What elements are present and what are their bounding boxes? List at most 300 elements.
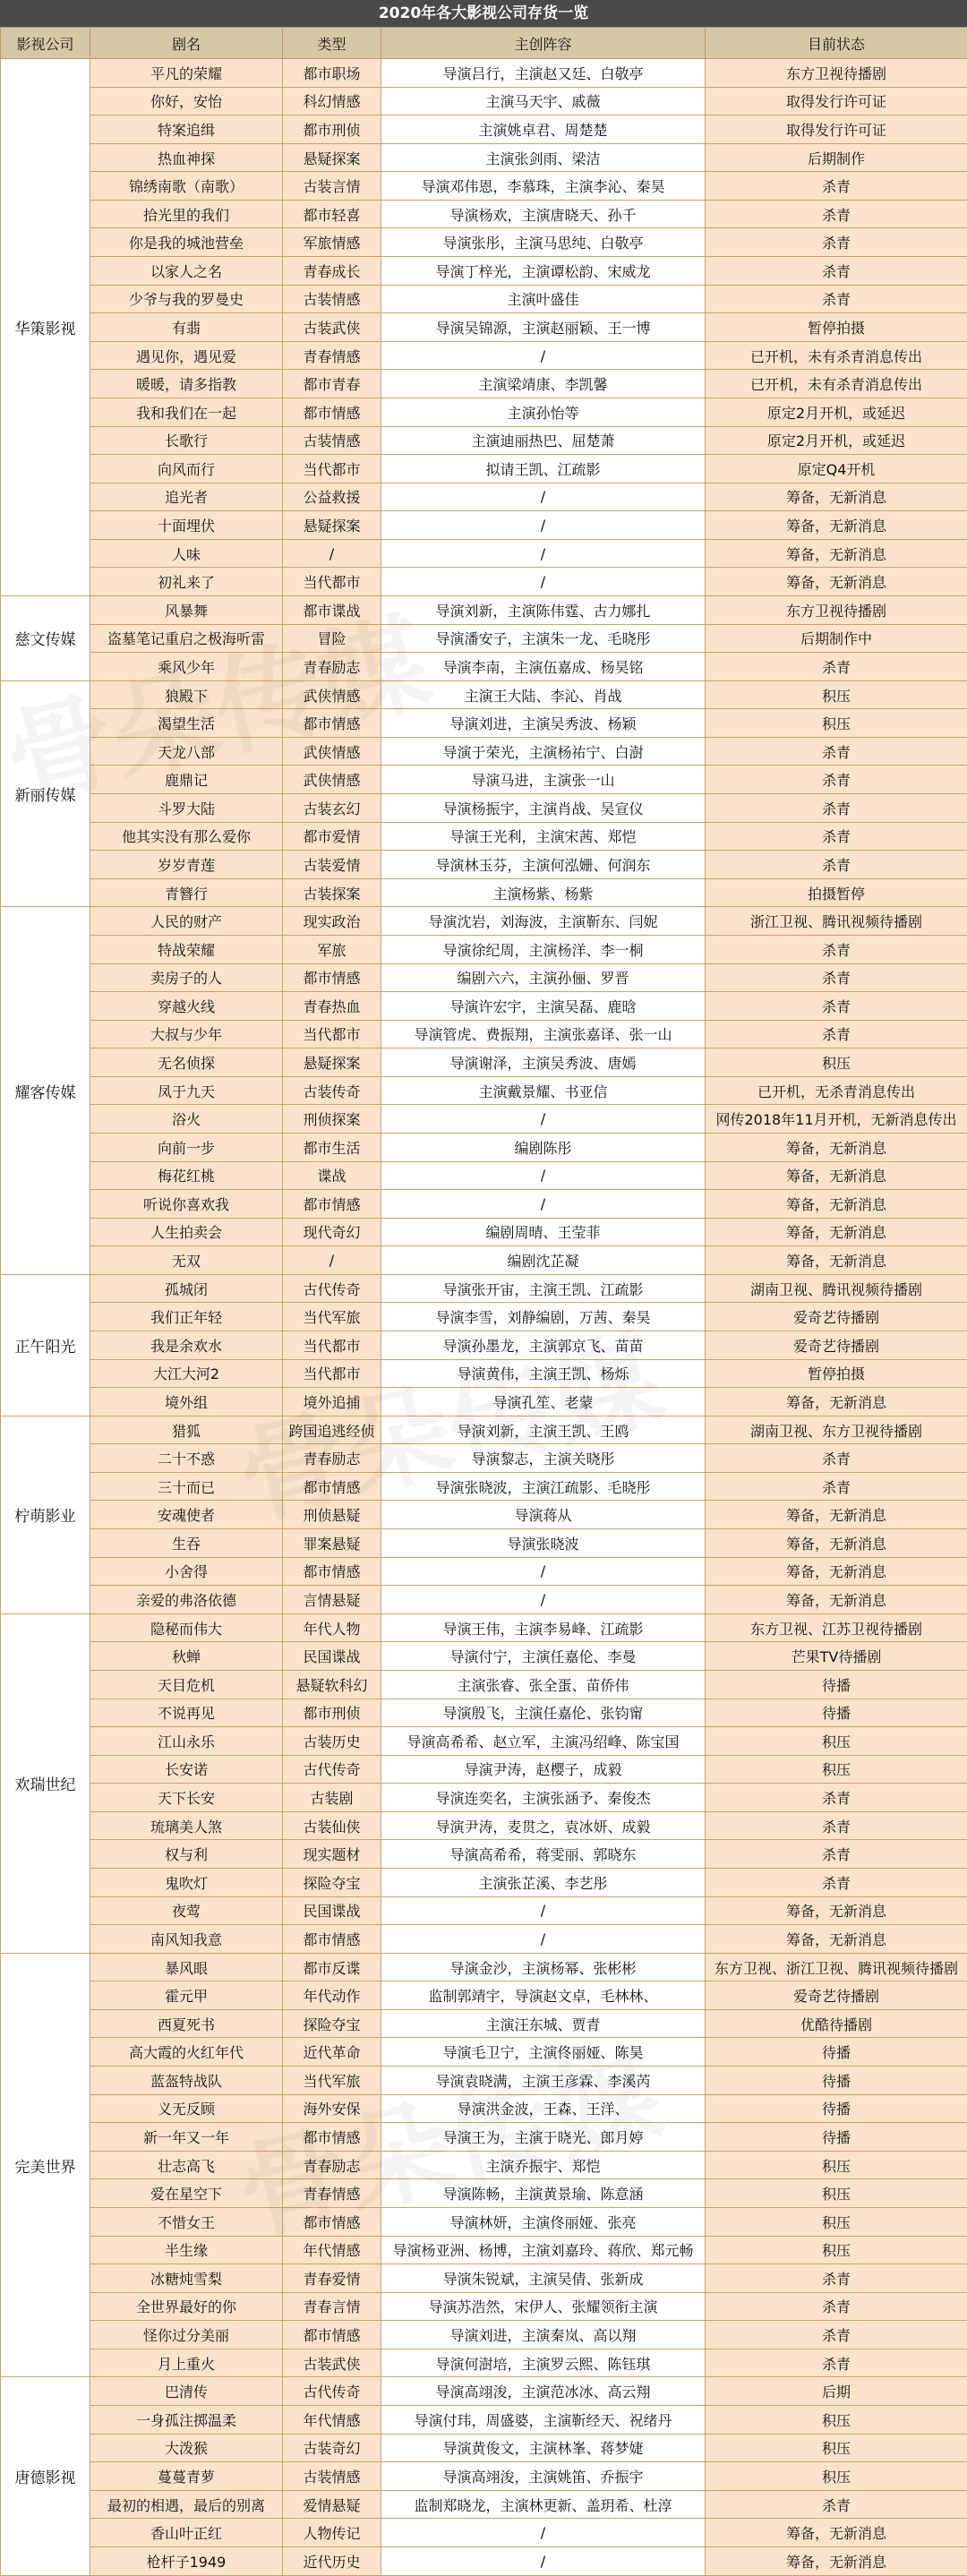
- status-cell: 杀青: [706, 200, 967, 228]
- type-cell: 都市轻喜: [283, 200, 381, 228]
- table-row: [1, 1161, 967, 1190]
- cast-cell: 导演谢泽，主演吴秀波、唐嫣: [381, 1048, 706, 1077]
- cast-cell: 导演孔笙、老蒙: [381, 1388, 706, 1416]
- status-cell: 原定2月开机，或延迟: [706, 426, 967, 455]
- table-row: [1, 1472, 967, 1501]
- header-type: 类型: [283, 28, 381, 59]
- cast-cell: 导演杨亚洲、杨博，主演刘嘉玲、蒋欣、郑元畅: [381, 2236, 706, 2264]
- drama-name-cell: 暖暖，请多指教: [90, 370, 283, 398]
- table-row: [1, 1642, 967, 1671]
- cast-cell: 主演王大陆、李沁、肖战: [381, 680, 706, 709]
- cast-cell: 主演戴景耀、书亚信: [381, 1076, 706, 1105]
- table-row: [1, 313, 967, 342]
- cast-cell: 导演尹涛，赵樱子，成毅: [381, 1755, 706, 1784]
- status-cell: 湖南卫视、腾讯视频待播剧: [706, 1274, 967, 1303]
- drama-name-cell: 长安诺: [90, 1755, 283, 1784]
- table-row: [1, 2009, 967, 2038]
- table-row: [1, 2519, 967, 2547]
- drama-name-cell: 十面埋伏: [90, 511, 283, 540]
- type-cell: 当代军旅: [283, 2067, 381, 2095]
- table-row: [1, 2038, 967, 2067]
- table-row: [1, 1613, 967, 1642]
- drama-name-cell: 拾光里的我们: [90, 200, 283, 228]
- type-cell: 当代都市: [283, 455, 381, 484]
- cast-cell: 导演杨欢，主演唐晓天、孙千: [381, 200, 706, 228]
- cast-cell: 编剧六六，主演孙俪、罗晋: [381, 963, 706, 992]
- table-row: [1, 2236, 967, 2264]
- table-row: [1, 2067, 967, 2095]
- status-cell: 杀青: [706, 2264, 967, 2293]
- drama-name-cell: 青簪行: [90, 878, 283, 907]
- drama-name-cell: 风暴舞: [90, 595, 283, 624]
- status-cell: 暂停拍摄: [706, 313, 967, 342]
- table-row: [1, 1359, 967, 1388]
- drama-name-cell: 爱在星空下: [90, 2179, 283, 2208]
- status-cell: 拍摄暂停: [706, 878, 967, 907]
- type-cell: 都市职场: [283, 59, 381, 88]
- drama-name-cell: 无名侦探: [90, 1048, 283, 1077]
- table-row: [1, 2179, 967, 2208]
- cast-cell: 导演吕行，主演赵又廷、白敬亭: [381, 59, 706, 88]
- cast-cell: 导演朱锐斌，主演吴倩、张新成: [381, 2264, 706, 2293]
- status-cell: 筹备，无新消息: [706, 1557, 967, 1586]
- cast-cell: 导演管虎、费振翔，主演张嘉译、张一山: [381, 1020, 706, 1048]
- type-cell: 古代传奇: [283, 2377, 381, 2406]
- table-row: [1, 1586, 967, 1614]
- company-name-cell: 正午阳光: [1, 1274, 90, 1416]
- status-cell: 筹备，无新消息: [706, 1246, 967, 1275]
- status-cell: 杀青: [706, 766, 967, 794]
- table-row: [1, 2123, 967, 2152]
- cast-cell: 编剧陈彤: [381, 1133, 706, 1161]
- drama-name-cell: 向风而行: [90, 455, 283, 484]
- cast-cell: 导演刘新，主演王凯、王鸥: [381, 1416, 706, 1444]
- drama-name-cell: 境外组: [90, 1388, 283, 1416]
- status-cell: 杀青: [706, 935, 967, 963]
- type-cell: 古装探案: [283, 878, 381, 907]
- status-cell: 杀青: [706, 963, 967, 992]
- cast-cell: 导演张彤，主演马思纯、白敬亭: [381, 228, 706, 257]
- cast-cell: 主演梁靖康、李凯馨: [381, 370, 706, 398]
- drama-name-cell: 安魂使者: [90, 1501, 283, 1529]
- status-cell: 杀青: [706, 285, 967, 313]
- status-cell: 积压: [706, 680, 967, 709]
- cast-cell: 导演金沙，主演杨幂、张彬彬: [381, 1953, 706, 1981]
- status-cell: 筹备，无新消息: [706, 1529, 967, 1558]
- type-cell: 武侠情感: [283, 680, 381, 709]
- cast-cell: 主演杨紫、杨紫: [381, 878, 706, 907]
- cast-cell: 导演黄伟，主演王凯、杨烁: [381, 1359, 706, 1388]
- drama-name-cell: 凤于九天: [90, 1076, 283, 1105]
- type-cell: 近代历史: [283, 2546, 381, 2575]
- drama-name-cell: 我是余欢水: [90, 1331, 283, 1360]
- type-cell: 都市反谍: [283, 1953, 381, 1981]
- drama-name-cell: 亲爱的弗洛依德: [90, 1586, 283, 1614]
- type-cell: 青春励志: [283, 1444, 381, 1473]
- cast-cell: 导演沈岩，刘海波，主演靳东、闫妮: [381, 907, 706, 936]
- table-row: [1, 1501, 967, 1529]
- drama-name-cell: 狼殿下: [90, 680, 283, 709]
- table-row: [1, 2151, 967, 2179]
- type-cell: 青春成长: [283, 257, 381, 286]
- type-cell: 刑侦悬疑: [283, 1501, 381, 1529]
- table-row: [1, 2349, 967, 2377]
- table-row: [1, 1925, 967, 1954]
- drama-name-cell: 蓝盔特战队: [90, 2067, 283, 2095]
- company-name-cell: 慈文传媒: [1, 595, 90, 680]
- type-cell: 军旅情感: [283, 228, 381, 257]
- table-row: [1, 1896, 967, 1925]
- status-cell: 取得发行许可证: [706, 87, 967, 116]
- type-cell: 现代奇幻: [283, 1218, 381, 1246]
- status-cell: 筹备，无新消息: [706, 539, 967, 568]
- type-cell: 公益救援: [283, 483, 381, 511]
- status-cell: 积压: [706, 1727, 967, 1756]
- cast-cell: 导演洪金波，王森、王洋、: [381, 2094, 706, 2123]
- drama-name-cell: 他其实没有那么爱你: [90, 822, 283, 851]
- status-cell: 待播: [706, 1699, 967, 1727]
- type-cell: 古装玄幻: [283, 794, 381, 823]
- drama-name-cell: 生吞: [90, 1529, 283, 1558]
- status-cell: 积压: [706, 1048, 967, 1077]
- status-cell: 原定Q4开机: [706, 455, 967, 484]
- cast-cell: 主演张睿、张全蛋、苗侨伟: [381, 1670, 706, 1699]
- type-cell: 都市刑侦: [283, 116, 381, 144]
- table-row: [1, 1416, 967, 1444]
- drama-name-cell: 壮志高飞: [90, 2151, 283, 2179]
- drama-name-cell: 卖房子的人: [90, 963, 283, 992]
- drama-name-cell: 我和我们在一起: [90, 398, 283, 426]
- drama-name-cell: 渴望生活: [90, 709, 283, 738]
- table-row: [1, 907, 967, 936]
- status-cell: 东方卫视、浙江卫视、腾讯视频待播剧: [706, 1953, 967, 1981]
- cast-cell: 导演马进，主演张一山: [381, 766, 706, 794]
- table-row: [1, 935, 967, 963]
- cast-cell: 导演邓伟恩，李慕珠，主演李沁、秦昊: [381, 172, 706, 201]
- status-cell: 待播: [706, 2067, 967, 2095]
- status-cell: 东方卫视待播剧: [706, 595, 967, 624]
- cast-cell: /: [381, 539, 706, 568]
- cast-cell: /: [381, 568, 706, 596]
- status-cell: 东方卫视待播剧: [706, 59, 967, 88]
- type-cell: 古装剧: [283, 1784, 381, 1812]
- status-cell: 杀青: [706, 1840, 967, 1869]
- table-row: [1, 1529, 967, 1558]
- table-row: [1, 2462, 967, 2491]
- status-cell: 筹备，无新消息: [706, 1388, 967, 1416]
- status-cell: 杀青: [706, 737, 967, 766]
- status-cell: 积压: [706, 2462, 967, 2491]
- type-cell: 古装情感: [283, 285, 381, 313]
- drama-name-cell: 大江大河2: [90, 1359, 283, 1388]
- table-row: [1, 1246, 967, 1275]
- table-row: [1, 2490, 967, 2519]
- table-row: [1, 709, 967, 738]
- drama-name-cell: 初礼来了: [90, 568, 283, 596]
- type-cell: 近代革命: [283, 2038, 381, 2067]
- type-cell: 言情悬疑: [283, 1586, 381, 1614]
- cast-cell: 导演杨振宇，主演肖战、吴宣仪: [381, 794, 706, 823]
- drama-name-cell: 二十不惑: [90, 1444, 283, 1473]
- type-cell: 民国谍战: [283, 1896, 381, 1925]
- type-cell: 青春热血: [283, 992, 381, 1021]
- table-row: [1, 1981, 967, 2010]
- table-row: [1, 257, 967, 286]
- cast-cell: 导演徐纪周，主演杨洋、李一桐: [381, 935, 706, 963]
- type-cell: 青春情感: [283, 2179, 381, 2208]
- drama-name-cell: 高大霞的火红年代: [90, 2038, 283, 2067]
- type-cell: 古装武侠: [283, 2349, 381, 2377]
- type-cell: 古装情感: [283, 426, 381, 455]
- type-cell: 探险夺宝: [283, 2009, 381, 2038]
- type-cell: 现实题材: [283, 1840, 381, 1869]
- drama-name-cell: 少爷与我的罗曼史: [90, 285, 283, 313]
- type-cell: 当代都市: [283, 568, 381, 596]
- status-cell: 杀青: [706, 172, 967, 201]
- cast-cell: 主演汪东城、贾青: [381, 2009, 706, 2038]
- type-cell: 武侠情感: [283, 737, 381, 766]
- table-row: [1, 2094, 967, 2123]
- header-cast: 主创阵容: [381, 28, 706, 59]
- status-cell: 杀青: [706, 1020, 967, 1048]
- type-cell: 古装仙侠: [283, 1811, 381, 1840]
- table-row: [1, 1869, 967, 1897]
- drama-name-cell: 鹿鼎记: [90, 766, 283, 794]
- table-row: [1, 200, 967, 228]
- cast-cell: 导演尹涛，麦贯之，袁冰妍、成毅: [381, 1811, 706, 1840]
- status-cell: 筹备，无新消息: [706, 1161, 967, 1190]
- status-cell: 杀青: [706, 2490, 967, 2519]
- status-cell: 取得发行许可证: [706, 116, 967, 144]
- type-cell: 都市青春: [283, 370, 381, 398]
- type-cell: 古装情感: [283, 2462, 381, 2491]
- cast-cell: 导演吴锦源，主演赵丽颖、王一博: [381, 313, 706, 342]
- type-cell: 武侠情感: [283, 766, 381, 794]
- drama-name-cell: 孤城闭: [90, 1274, 283, 1303]
- status-cell: 筹备，无新消息: [706, 1218, 967, 1246]
- cast-cell: 导演殷飞，主演任嘉伦、张钧甯: [381, 1699, 706, 1727]
- table-row: [1, 285, 967, 313]
- table-row: [1, 1331, 967, 1360]
- drama-name-cell: 你是我的城池营垒: [90, 228, 283, 257]
- table-row: [1, 624, 967, 653]
- drama-name-cell: 不惜女王: [90, 2207, 283, 2236]
- table-row: [1, 1840, 967, 1869]
- status-cell: 筹备，无新消息: [706, 1925, 967, 1954]
- status-cell: 爱奇艺待播剧: [706, 1981, 967, 2010]
- status-cell: 筹备，无新消息: [706, 483, 967, 511]
- type-cell: 青春励志: [283, 653, 381, 681]
- status-cell: 杀青: [706, 228, 967, 257]
- table-row: [1, 1953, 967, 1981]
- drama-name-cell: 无双: [90, 1246, 283, 1275]
- table-row: [1, 963, 967, 992]
- status-cell: 筹备，无新消息: [706, 568, 967, 596]
- table-row: [1, 1020, 967, 1048]
- table-body: [1, 59, 967, 2576]
- type-cell: 都市情感: [283, 2123, 381, 2152]
- table-row: [1, 483, 967, 511]
- type-cell: 古装爱情: [283, 851, 381, 879]
- table-row: [1, 2434, 967, 2462]
- status-cell: 杀青: [706, 1784, 967, 1812]
- status-cell: 杀青: [706, 1811, 967, 1840]
- status-cell: 筹备，无新消息: [706, 1190, 967, 1219]
- drama-name-cell: 大叔与少年: [90, 1020, 283, 1048]
- type-cell: 悬疑软科幻: [283, 1670, 381, 1699]
- drama-name-cell: 鬼吹灯: [90, 1869, 283, 1897]
- type-cell: 青春言情: [283, 2292, 381, 2321]
- status-cell: 后期: [706, 2377, 967, 2406]
- table-row: [1, 2207, 967, 2236]
- status-cell: 筹备，无新消息: [706, 2546, 967, 2575]
- drama-name-cell: 特战荣耀: [90, 935, 283, 963]
- company-name-cell: 唐德影视: [1, 2377, 90, 2576]
- table-row: [1, 2377, 967, 2406]
- status-cell: 筹备，无新消息: [706, 2519, 967, 2547]
- status-cell: 杀青: [706, 992, 967, 1021]
- drama-name-cell: 半生缘: [90, 2236, 283, 2264]
- type-cell: 年代情感: [283, 2236, 381, 2264]
- drama-name-cell: 小舍得: [90, 1557, 283, 1586]
- drama-name-cell: 义无反顾: [90, 2094, 283, 2123]
- table-row: [1, 1755, 967, 1784]
- status-cell: 杀青: [706, 851, 967, 879]
- cast-cell: 导演林玉芬，主演何泓姗、何润东: [381, 851, 706, 879]
- table-row: [1, 653, 967, 681]
- cast-cell: 主演马天宇、戚薇: [381, 87, 706, 116]
- type-cell: 爱情悬疑: [283, 2490, 381, 2519]
- table-row: [1, 1303, 967, 1331]
- type-cell: /: [283, 1246, 381, 1275]
- type-cell: 古装传奇: [283, 1076, 381, 1105]
- type-cell: 海外安保: [283, 2094, 381, 2123]
- status-cell: 积压: [706, 1755, 967, 1784]
- status-cell: 筹备，无新消息: [706, 1586, 967, 1614]
- table-row: [1, 1274, 967, 1303]
- drama-name-cell: 你好，安怡: [90, 87, 283, 116]
- header-row: [1, 28, 967, 59]
- drama-name-cell: 天龙八部: [90, 737, 283, 766]
- table-row: [1, 59, 967, 88]
- table-row: [1, 794, 967, 823]
- type-cell: 当代都市: [283, 1020, 381, 1048]
- status-cell: 筹备，无新消息: [706, 1501, 967, 1529]
- status-cell: 积压: [706, 2236, 967, 2264]
- type-cell: 民国谍战: [283, 1642, 381, 1671]
- drama-name-cell: 大泼猴: [90, 2434, 283, 2462]
- table-row: [1, 87, 967, 116]
- cast-cell: /: [381, 341, 706, 370]
- cast-cell: 拟请王凯、江疏影: [381, 455, 706, 484]
- cast-cell: 导演何澍培，主演罗云熙、陈钰琪: [381, 2349, 706, 2377]
- cast-cell: 导演林妍，主演佟丽娅、张亮: [381, 2207, 706, 2236]
- type-cell: 都市情感: [283, 1472, 381, 1501]
- cast-cell: 监制郭靖宇，导演赵文卓，毛林林、: [381, 1981, 706, 2010]
- drama-name-cell: 霍元甲: [90, 1981, 283, 2010]
- drama-name-cell: 天目危机: [90, 1670, 283, 1699]
- type-cell: 都市情感: [283, 1557, 381, 1586]
- cast-cell: /: [381, 1896, 706, 1925]
- cast-cell: 监制郑晓龙，主演林更新、盖玥希、杜淳: [381, 2490, 706, 2519]
- company-name-cell: 欢瑞世纪: [1, 1613, 90, 1953]
- type-cell: 境外追捕: [283, 1388, 381, 1416]
- type-cell: 都市情感: [283, 398, 381, 426]
- type-cell: 都市情感: [283, 963, 381, 992]
- cast-cell: 导演高希希、赵立军，主演冯绍峰、陈宝国: [381, 1727, 706, 1756]
- type-cell: 都市爱情: [283, 822, 381, 851]
- drama-name-cell: 隐秘而伟大: [90, 1613, 283, 1642]
- table-row: [1, 2292, 967, 2321]
- status-cell: 筹备，无新消息: [706, 511, 967, 540]
- drama-name-cell: 不说再见: [90, 1699, 283, 1727]
- status-cell: 杀青: [706, 1472, 967, 1501]
- drama-name-cell: 月上重火: [90, 2349, 283, 2377]
- status-cell: 已开机，未有杀青消息传出: [706, 341, 967, 370]
- company-name-cell: 耀客传媒: [1, 907, 90, 1275]
- type-cell: 人物传记: [283, 2519, 381, 2547]
- table-row: [1, 1670, 967, 1699]
- drama-name-cell: 天下长安: [90, 1784, 283, 1812]
- cast-cell: /: [381, 1161, 706, 1190]
- status-cell: 待播: [706, 2123, 967, 2152]
- type-cell: 古装历史: [283, 1727, 381, 1756]
- status-cell: 积压: [706, 2207, 967, 2236]
- table-row: [1, 1218, 967, 1246]
- type-cell: 刑侦探案: [283, 1105, 381, 1134]
- table-row: [1, 568, 967, 596]
- type-cell: 都市生活: [283, 1133, 381, 1161]
- cast-cell: /: [381, 2519, 706, 2547]
- drama-name-cell: 猎狐: [90, 1416, 283, 1444]
- type-cell: 青春励志: [283, 2151, 381, 2179]
- table-row: [1, 766, 967, 794]
- type-cell: 都市情感: [283, 2321, 381, 2349]
- cast-cell: /: [381, 1586, 706, 1614]
- drama-name-cell: 巴清传: [90, 2377, 283, 2406]
- table-row: [1, 1388, 967, 1416]
- status-cell: 积压: [706, 2151, 967, 2179]
- status-cell: 暂停拍摄: [706, 1359, 967, 1388]
- drama-name-cell: 三十而已: [90, 1472, 283, 1501]
- type-cell: 悬疑探案: [283, 1048, 381, 1077]
- cast-cell: /: [381, 2546, 706, 2575]
- cast-cell: 导演刘新，主演陈伟霆、古力娜扎: [381, 595, 706, 624]
- table-row: [1, 1133, 967, 1161]
- type-cell: 古装武侠: [283, 313, 381, 342]
- drama-name-cell: 枪杆子1949: [90, 2546, 283, 2575]
- cast-cell: 导演高翊浚，主演范冰冰、高云翔: [381, 2377, 706, 2406]
- type-cell: 都市情感: [283, 1925, 381, 1954]
- status-cell: 杀青: [706, 653, 967, 681]
- type-cell: 当代都市: [283, 1331, 381, 1360]
- table-row: [1, 822, 967, 851]
- status-cell: 东方卫视、江苏卫视待播剧: [706, 1613, 967, 1642]
- cast-cell: 编剧周晴、王莹菲: [381, 1218, 706, 1246]
- type-cell: 古代传奇: [283, 1755, 381, 1784]
- company-name-cell: 华策影视: [1, 59, 90, 596]
- cast-cell: 导演于荣光，主演杨祐宁、白澍: [381, 737, 706, 766]
- drama-name-cell: 向前一步: [90, 1133, 283, 1161]
- status-cell: 杀青: [706, 822, 967, 851]
- cast-cell: 导演连奕名，主演张涵予、秦俊杰: [381, 1784, 706, 1812]
- drama-name-cell: 暴风眼: [90, 1953, 283, 1981]
- cast-cell: 主演乔振宇、郑恺: [381, 2151, 706, 2179]
- type-cell: 年代情感: [283, 2405, 381, 2434]
- cast-cell: /: [381, 1925, 706, 1954]
- table-row: [1, 595, 967, 624]
- cast-cell: 导演苏浩然，宋伊人、张耀领衔主演: [381, 2292, 706, 2321]
